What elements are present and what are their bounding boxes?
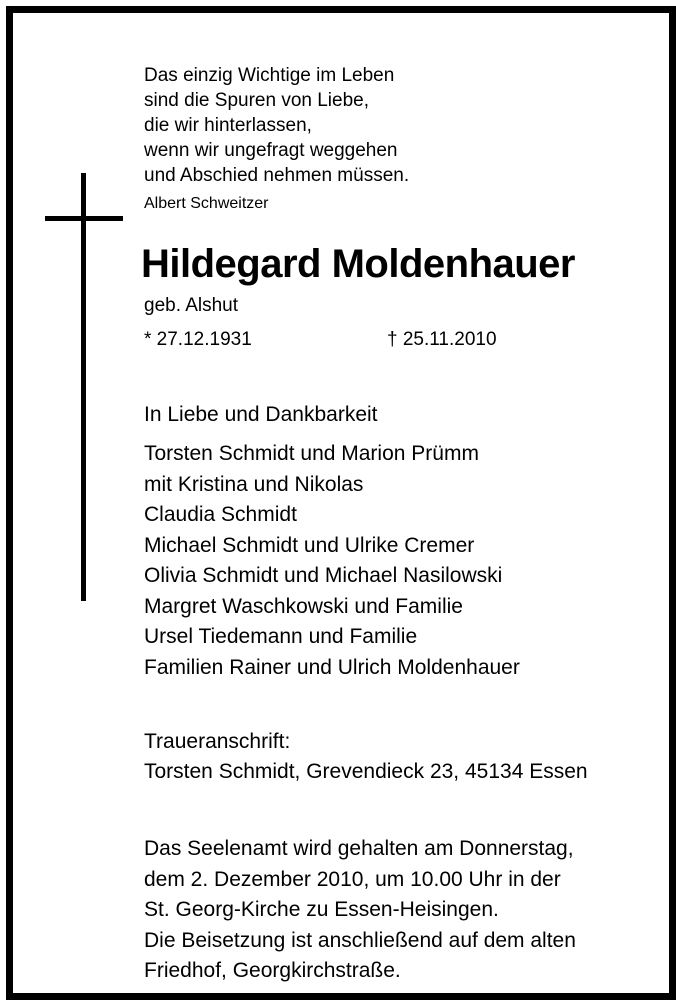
birth-name: geb. Alshut bbox=[144, 295, 239, 316]
mourner-item: mit Kristina und Nikolas bbox=[144, 472, 364, 496]
obituary-frame bbox=[6, 6, 676, 1000]
mourner-item: Margret Waschkowski und Familie bbox=[144, 594, 463, 618]
quote-author: Albert Schweitzer bbox=[144, 195, 269, 212]
address-label: Traueranschrift: bbox=[144, 730, 291, 753]
service-line: St. Georg-Kirche zu Essen-Heisingen. bbox=[144, 898, 499, 921]
quote-line: Das einzig Wichtige im Leben bbox=[144, 65, 395, 86]
service-line: Das Seelenamt wird gehalten am Donnerstag, bbox=[144, 837, 574, 860]
mourner-item: Torsten Schmidt und Marion Prümm bbox=[144, 442, 479, 465]
quote-line: wenn wir ungefragt weggehen bbox=[144, 140, 398, 161]
quote-block bbox=[144, 63, 409, 188]
mourner-item: Familien Rainer und Ulrich Moldenhauer bbox=[144, 655, 520, 679]
quote-line: und Abschied nehmen müssen. bbox=[144, 165, 410, 186]
mourners-list bbox=[144, 439, 520, 683]
deceased-name: Hildegard Moldenhauer bbox=[141, 242, 575, 286]
service-line: Friedhof, Georgkirchstraße. bbox=[144, 959, 401, 982]
death-date: † 25.11.2010 bbox=[387, 329, 497, 350]
dedication-text: In Liebe und Dankbarkeit bbox=[144, 403, 378, 426]
service-line: dem 2. Dezember 2010, um 10.00 Uhr in der bbox=[144, 867, 561, 891]
address-text: Torsten Schmidt, Grevendieck 23, 45134 Essen bbox=[144, 760, 588, 783]
cross-horizontal-bar bbox=[45, 216, 123, 221]
mourner-item: Michael Schmidt und Ulrike Cremer bbox=[144, 533, 475, 557]
mourner-item: Claudia Schmidt bbox=[144, 503, 297, 526]
cross-vertical-bar bbox=[81, 173, 86, 601]
quote-line: sind die Spuren von Liebe, bbox=[144, 90, 369, 111]
mourner-item: Olivia Schmidt und Michael Nasilowski bbox=[144, 564, 503, 587]
birth-date: * 27.12.1931 bbox=[144, 329, 252, 350]
mourning-address bbox=[144, 727, 588, 787]
mourner-item: Ursel Tiedemann und Familie bbox=[144, 625, 418, 648]
service-line: Die Beisetzung ist anschließend auf dem alten bbox=[144, 928, 576, 952]
quote-line: die wir hinterlassen, bbox=[144, 115, 312, 136]
service-info bbox=[144, 834, 576, 987]
